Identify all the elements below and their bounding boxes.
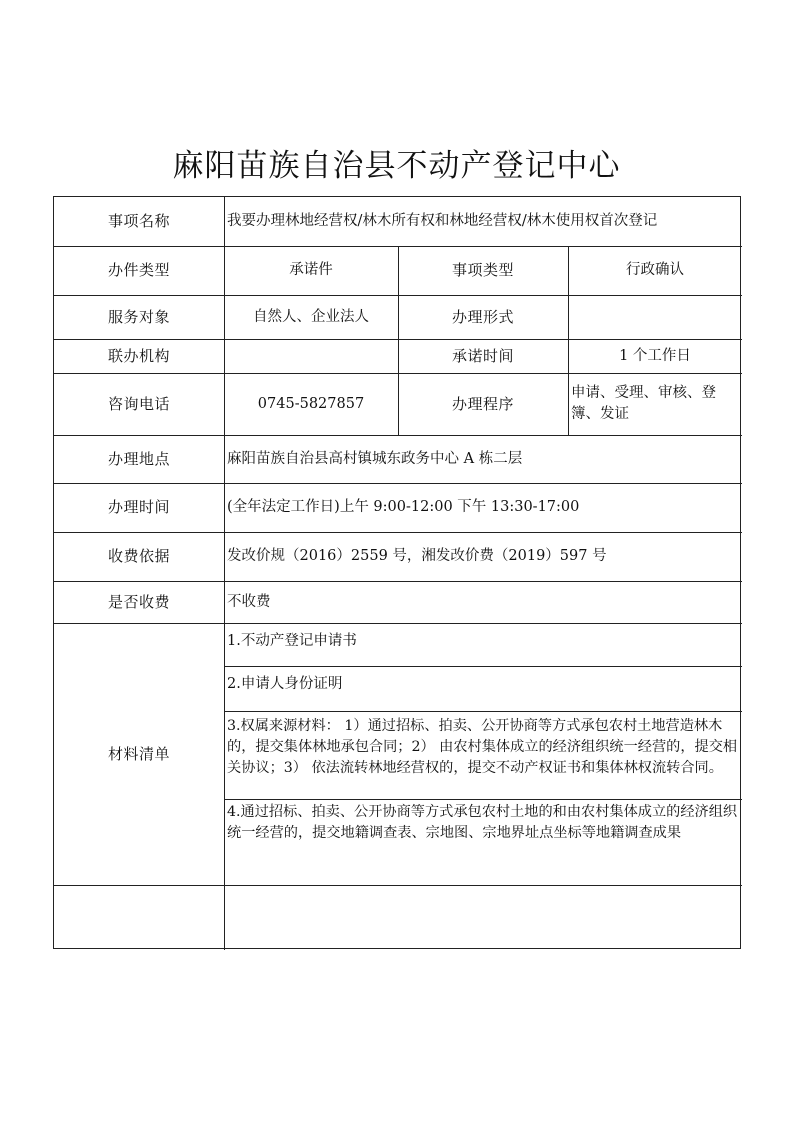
phone-value: 0745-5827857 <box>257 395 365 412</box>
location-label: 办理地点 <box>107 449 170 468</box>
location-value: 麻阳苗族自治县高村镇城东政务中心 A 栋二层 <box>227 450 523 467</box>
service-target-value: 自然人、企业法人 <box>253 308 369 325</box>
charged-value: 不收费 <box>227 593 271 610</box>
joint-agency-label: 联办机构 <box>107 346 170 365</box>
fee-basis-value: 发改价规（2016）2559 号，湘发改价费（2019）597 号 <box>227 548 607 564</box>
material-item: 3.权属来源材料： 1）通过招标、拍卖、公开协商等方式承包农村土地营造林木的，提交集体林地承包合同；2） 由农村集体成立的经济组织统一经营的，提交相关协议；3） 依法流转林地经营权的，提交不动产权证书和集体林权流转合同。 <box>227 718 738 776</box>
procedure-value: 申请、受理、审核、登簿、发证 <box>571 385 716 422</box>
item-type-value: 行政确认 <box>626 262 684 278</box>
hours-label: 办理时间 <box>107 498 170 516</box>
item-name-value: 我要办理林地经营权/林木所有权和林地经营权/林木使用权首次登记 <box>227 213 658 229</box>
phone-label: 咨询电话 <box>107 394 170 413</box>
item-name-label: 事项名称 <box>107 212 170 230</box>
item-type-label: 事项类型 <box>451 261 514 279</box>
material-item: 2.申请人身份证明 <box>227 676 343 692</box>
promise-time-value: 1 个工作日 <box>619 347 691 364</box>
handling-form-label: 办理形式 <box>451 307 514 326</box>
handling-type-value: 承诺件 <box>289 262 333 278</box>
hours-value: (全年法定工作日)上午 9:00-12:00 下午 13:30-17:00 <box>227 499 580 515</box>
promise-time-label: 承诺时间 <box>451 346 514 365</box>
procedure-label: 办理程序 <box>451 394 514 413</box>
service-target-label: 服务对象 <box>107 307 170 326</box>
joint-agency-value <box>224 339 398 373</box>
service-info-table <box>53 196 741 949</box>
handling-form-value <box>568 295 742 339</box>
page-title: 麻阳苗族自治县不动产登记中心 <box>172 148 621 184</box>
materials-label: 材料清单 <box>107 744 170 763</box>
material-item: 4.通过招标、拍卖、公开协商等方式承包农村土地的和由农村集体成立的经济组织统一经营的，提交地籍调查表、宗地图、宗地界址点坐标等地籍调查成果 <box>227 804 738 841</box>
fee-basis-label: 收费依据 <box>107 547 170 565</box>
blank-label <box>54 885 224 950</box>
blank-value <box>224 885 742 950</box>
charged-label: 是否收费 <box>107 592 170 611</box>
material-item: 1.不动产登记申请书 <box>227 633 357 649</box>
handling-type-label: 办件类型 <box>107 261 170 279</box>
